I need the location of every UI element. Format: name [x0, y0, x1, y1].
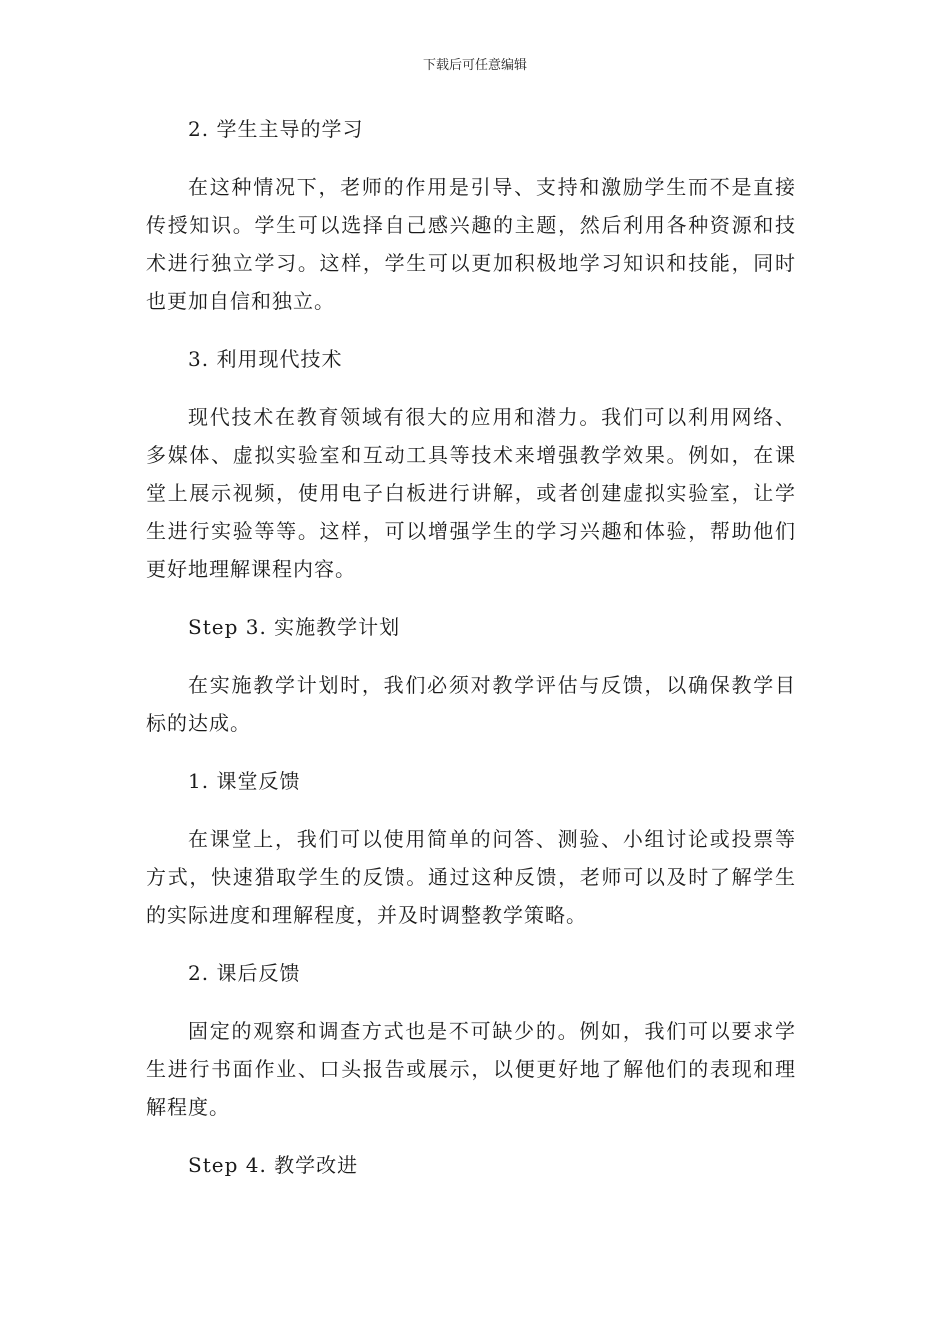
section-heading: 1. 课堂反馈	[188, 769, 301, 793]
section-heading: 3. 利用现代技术	[188, 347, 343, 371]
paragraph: 固定的观察和调查方式也是不可缺少的。例如，我们可以要求学生进行书面作业、口头报告或展示，以便更好地了解他们的表现和理解程度。	[146, 1019, 796, 1119]
paragraph: 现代技术在教育领域有很大的应用和潜力。我们可以利用网络、多媒体、虚拟实验室和互动工具等技术来增强教学效果。例如，在课堂上展示视频，使用电子白板进行讲解，或者创建虚拟实验室，让学生进行实验等等。这样，可以增强学生的学习兴趣和体验，帮助他们更好地理解课程内容。	[146, 405, 796, 581]
section-heading: 2. 课后反馈	[188, 961, 301, 985]
section-heading: Step 4. 教学改进	[188, 1153, 359, 1177]
section-heading: Step 3. 实施教学计划	[188, 615, 401, 639]
paragraph: 在实施教学计划时，我们必须对教学评估与反馈，以确保教学目标的达成。	[146, 673, 796, 735]
page-header: 下载后可任意编辑	[422, 58, 527, 73]
paragraph: 在课堂上，我们可以使用简单的问答、测验、小组讨论或投票等方式，快速猎取学生的反馈。通过这种反馈，老师可以及时了解学生的实际进度和理解程度，并及时调整教学策略。	[146, 827, 796, 927]
paragraph: 在这种情况下，老师的作用是引导、支持和激励学生而不是直接传授知识。学生可以选择自己感兴趣的主题，然后利用各种资源和技术进行独立学习。这样，学生可以更加积极地学习知识和技能，同时也更加自信和独立。	[146, 175, 796, 313]
section-heading: 2. 学生主导的学习	[188, 117, 364, 141]
document-body	[146, 114, 796, 1204]
